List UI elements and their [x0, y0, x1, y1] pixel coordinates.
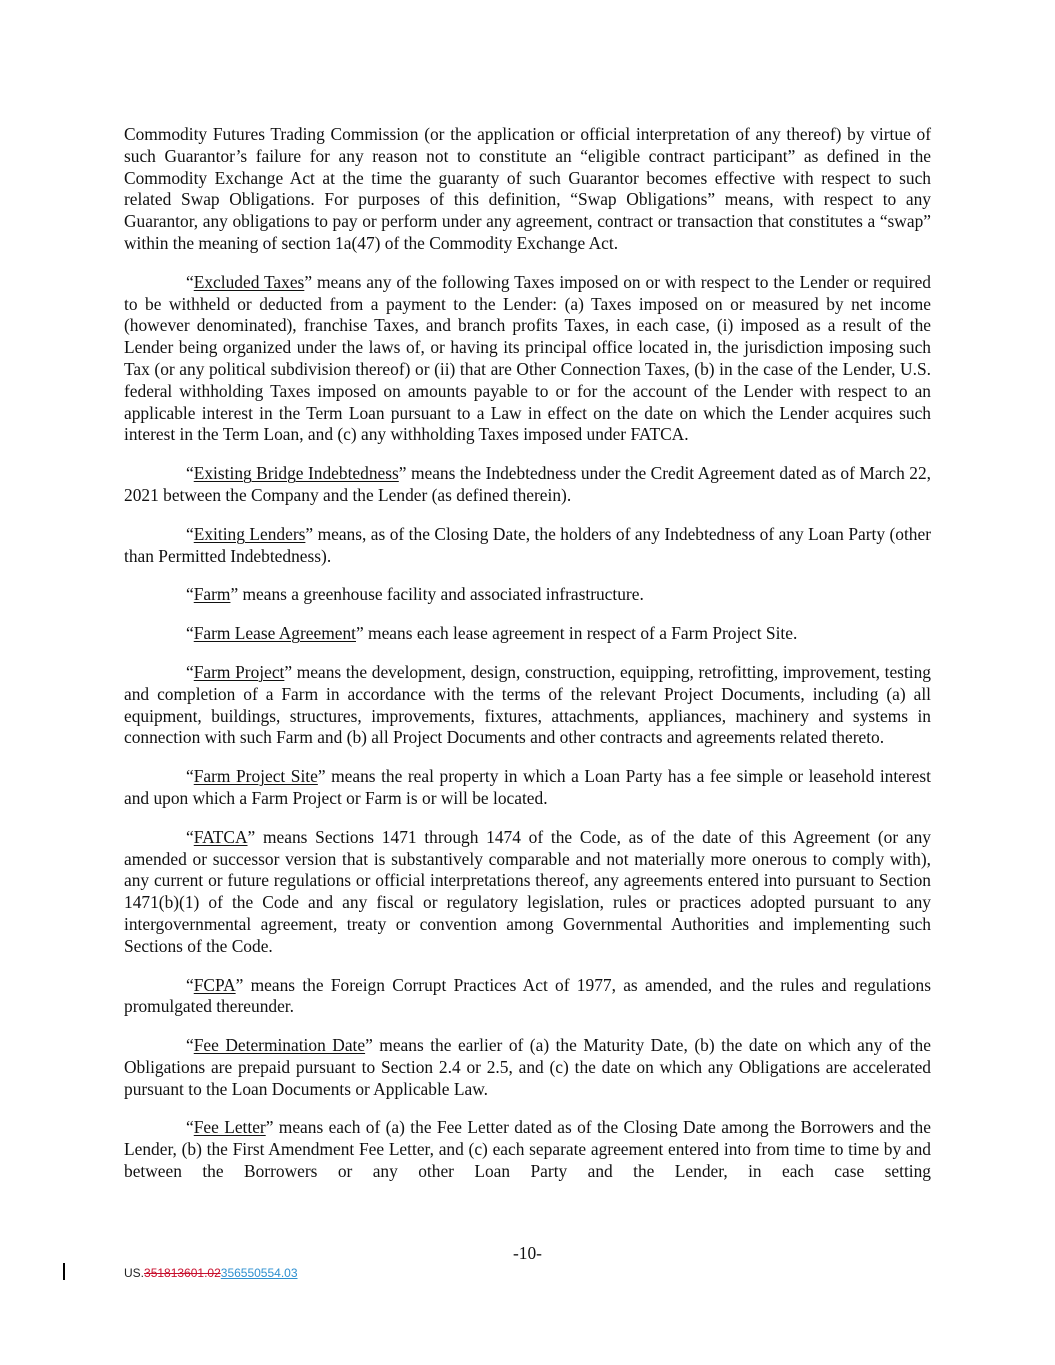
open-quote: “: [186, 271, 194, 292]
open-quote: “: [186, 523, 194, 544]
defined-term: Farm Project Site: [193, 766, 318, 787]
inserted-doc-id: 356550554.03: [220, 1266, 298, 1280]
open-quote: “: [186, 766, 194, 787]
doc-id-prefix: US.: [124, 1266, 145, 1280]
definition-text: ” means the Indebtedness under the Credit Agreement dated as of March 22, 2021 between the Company and the Lender (as defined therein).: [124, 463, 931, 505]
change-bar: [63, 1263, 65, 1280]
definition-text: ” means the development, design, construction, equipping, retrofitting, improvement, testing and completion of a Farm in accordance with the terms of the relevant Project Documents, including (a) all equipment, buildings, structures, improvements, fixtures, attachments, appliances, machinery and systems in connection with such Farm and (b) all Project Documents and other contracts and agreements related thereto.: [124, 661, 931, 748]
open-quote: “: [186, 463, 194, 484]
document-page: [124, 124, 931, 1183]
page-number: -10-: [513, 1243, 542, 1263]
defined-term: Fee Letter: [193, 1117, 266, 1138]
open-quote: “: [186, 974, 194, 995]
defined-term: Excluded Taxes: [193, 271, 305, 292]
definition-fee-determination-date: [124, 1035, 931, 1100]
definition-text: ” means, as of the Closing Date, the holders of any Indebtedness of any Loan Party (other than Permitted Indebtedness).: [124, 523, 931, 566]
defined-term: FATCA: [193, 826, 248, 847]
document-id-footer: [124, 1266, 298, 1280]
paragraph-text: Commodity Futures Trading Commission (or the application or official interpretation of any thereof) by virtue of such Guarantor’s failure for any reason not to constitute an “eligible contract participant” as defined in the Commodity Exchange Act at the time the guaranty of such Guarantor becomes effective with respect to such related Swap Obligations. For purposes of this definition, “Swap Obligations” means, with respect to any Guarantor, any obligations to pay or perform under any agreement, contract or transaction that constitutes a “swap” within the meaning of section 1a(47) of the Commodity Exchange Act.: [124, 124, 931, 253]
definition-excluded-taxes: [124, 272, 931, 446]
definition-farm-project-site: [124, 766, 931, 810]
definition-exiting-lenders: [124, 524, 931, 568]
definition-fcpa: [124, 975, 931, 1019]
defined-term: Existing Bridge Indebtedness: [193, 463, 399, 484]
open-quote: “: [186, 1117, 194, 1138]
defined-term: Fee Determination Date: [193, 1035, 366, 1056]
definition-farm-lease-agreement: [124, 623, 931, 645]
definition-fatca: [124, 827, 931, 958]
definition-farm-project: [124, 662, 931, 749]
open-quote: “: [186, 826, 194, 847]
definition-text: ” means each lease agreement in respect of a Farm Project Site.: [355, 623, 798, 644]
definition-text: ” means any of the following Taxes imposed on or with respect to the Lender or required to be withheld or deducted from a payment to the Lender: (a) Taxes imposed on or measured by net income (however denominated), franchise Taxes, and branch profits Taxes, in each case, (i) imposed as a result of the Lender being organized under the laws of, or having its principal office located in, the jurisdiction imposing such Tax (or any political subdivision thereof) or (ii) that are Other Connection Taxes, (b) in the case of the Lender, U.S. federal withholding Taxes imposed on amounts payable to or for the account of the Lender with respect to an applicable interest in the Term Loan pursuant to a Law in effect on the date on which the Lender acquires such interest in the Term Loan, and (c) any withholding Taxes imposed under FATCA.: [124, 271, 931, 445]
open-quote: “: [186, 623, 194, 644]
paragraph-swap-obligations-continued: [124, 124, 931, 255]
definition-text: ” means the real property in which a Loan Party has a fee simple or leasehold interest and upon which a Farm Project or Farm is or will be located.: [124, 766, 932, 808]
defined-term: FCPA: [193, 974, 236, 995]
definition-text: ” means the Foreign Corrupt Practices Act of 1977, as amended, and the rules and regulations promulgated thereunder.: [124, 974, 931, 1017]
defined-term: Exiting Lenders: [193, 523, 306, 544]
definition-text: ” means Sections 1471 through 1474 of the Code, as of the date of this Agreement (or any amended or successor version that is substantively comparable and not materially more onerous to comply with), any current or future regulations or official interpretations thereof, any agreements entered into pursuant to Section 1471(b)(1) of the Code and any fiscal or regulatory legislation, rules or practices adopted pursuant to any intergovernmental agreement, treaty or convention among Governmental Authorities and implementing such Sections of the Code.: [124, 826, 931, 956]
defined-term: Farm Lease Agreement: [193, 623, 356, 644]
defined-term: Farm: [193, 584, 231, 605]
deleted-doc-id: 351813601.02: [144, 1266, 221, 1280]
open-quote: “: [186, 661, 194, 682]
defined-term: Farm Project: [193, 661, 285, 682]
open-quote: “: [186, 584, 194, 605]
definition-existing-bridge-indebtedness: [124, 463, 931, 507]
open-quote: “: [186, 1035, 194, 1056]
definition-text: ” means each of (a) the Fee Letter dated as of the Closing Date among the Borrowers and the Lender, (b) the First Amendment Fee Letter, and (c) each separate agreement entered into from time to time by and between the Borrowers or any other Loan Party and the Lender, in each case setting: [124, 1117, 931, 1182]
definition-farm: [124, 584, 931, 606]
definition-text: ” means a greenhouse facility and associated infrastructure.: [230, 584, 644, 605]
definition-text: ” means the earlier of (a) the Maturity Date, (b) the date on which any of the Obligations are prepaid pursuant to Section 2.4 or 2.5, and (c) the date on which any Obligations are accelerated pursuant to the Loan Documents or Applicable Law.: [124, 1035, 931, 1099]
definition-fee-letter: [124, 1117, 931, 1182]
